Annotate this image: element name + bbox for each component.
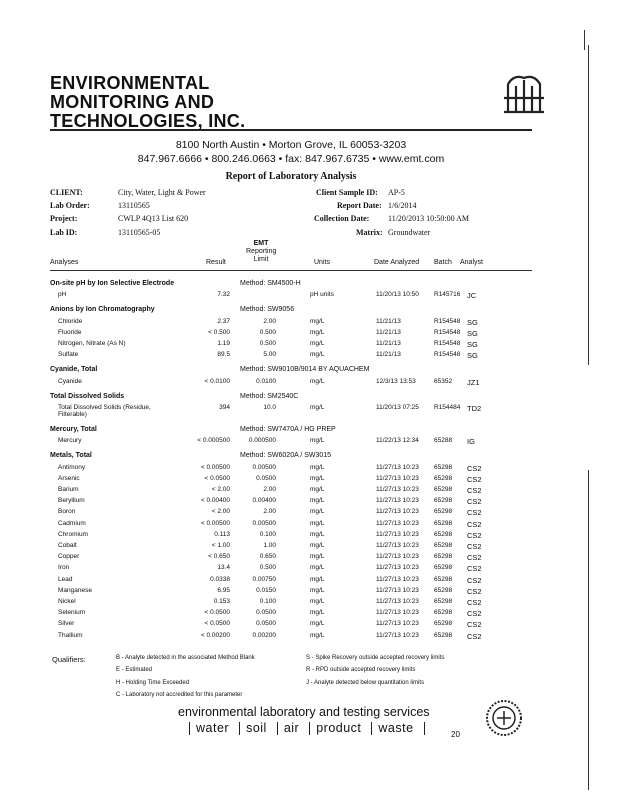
reporting-limit: 0.0500 bbox=[256, 474, 276, 482]
table-row bbox=[0, 598, 619, 609]
lab-id-label: Lab ID: bbox=[50, 228, 78, 237]
date-analyzed: 11/20/13 10:50 bbox=[376, 291, 419, 299]
client-value: City, Water, Light & Power bbox=[118, 188, 206, 197]
col-analyses: Analyses bbox=[50, 259, 79, 266]
reporting-limit: 0.00400 bbox=[252, 497, 276, 505]
units: mg/L bbox=[310, 519, 325, 527]
reporting-limit: 1.00 bbox=[263, 541, 276, 549]
analyst: CS2 bbox=[467, 575, 482, 585]
col-units: Units bbox=[314, 259, 330, 266]
page-number: 20 bbox=[451, 730, 460, 739]
result-value: 7.32 bbox=[217, 291, 230, 299]
analyte-name: Fluoride bbox=[58, 328, 82, 336]
date-analyzed: 11/27/13 10:23 bbox=[376, 564, 419, 572]
table-row bbox=[0, 378, 619, 389]
table-row bbox=[0, 351, 619, 362]
reporting-limit: 10.0 bbox=[263, 404, 276, 411]
result-value: < 0.00500 bbox=[200, 519, 230, 527]
analyst: CS2 bbox=[467, 485, 482, 495]
batch: 65298 bbox=[434, 497, 453, 505]
result-value: 13.4 bbox=[217, 564, 230, 572]
result-value: < 0.0500 bbox=[204, 620, 230, 628]
section-header bbox=[0, 306, 619, 317]
units: mg/L bbox=[310, 317, 325, 325]
reporting-limit: 0.500 bbox=[259, 328, 276, 336]
analyst: CS2 bbox=[467, 530, 482, 540]
units: mg/L bbox=[310, 340, 325, 347]
analyst: IG bbox=[467, 437, 475, 447]
qualifier-h: H - Holding Time Exceeded bbox=[116, 680, 190, 686]
result-value: < 0.0100 bbox=[204, 377, 230, 385]
analyte-name: Cadmium bbox=[58, 519, 86, 527]
date-analyzed: 11/21/13 bbox=[376, 317, 401, 325]
date-analyzed: 11/27/13 10:23 bbox=[376, 541, 419, 549]
result-value: < 0.00400 bbox=[200, 497, 230, 505]
header-rule bbox=[50, 129, 532, 131]
date-analyzed: 11/21/13 bbox=[376, 328, 401, 336]
section-method: Method: SW6020A / SW3015 bbox=[240, 452, 332, 460]
qualifier-c: C - Laboratory not accredited for this parameter bbox=[116, 692, 243, 698]
analyte-name: Total Dissolved Solids (Residue, Filterable) bbox=[58, 404, 151, 418]
section-method: Method: SW9056 bbox=[240, 306, 295, 314]
batch: R154548 bbox=[434, 351, 461, 359]
reporting-limit: 0.0500 bbox=[256, 609, 276, 617]
date-analyzed: 11/21/13 bbox=[376, 351, 401, 359]
col-analyst: Analyst bbox=[460, 259, 483, 266]
result-value: < 2.00 bbox=[211, 508, 230, 516]
date-analyzed: 11/27/13 10:23 bbox=[376, 586, 419, 594]
date-analyzed: 11/27/13 10:23 bbox=[376, 508, 419, 516]
units: mg/L bbox=[310, 620, 325, 628]
date-analyzed: 11/27/13 10:23 bbox=[376, 497, 419, 505]
col-reporting: Reporting bbox=[246, 248, 277, 255]
analyte-name: Mercury bbox=[58, 437, 82, 445]
analyst: CS2 bbox=[467, 497, 482, 507]
analyte-name: Boron bbox=[58, 508, 76, 516]
batch: R154548 bbox=[434, 317, 461, 325]
analyte-name: Copper bbox=[58, 553, 80, 561]
units: mg/L bbox=[310, 377, 325, 385]
analyte-name: pH bbox=[58, 291, 67, 299]
table-row bbox=[0, 475, 619, 486]
qualifier-b: B - Analyte detected in the associated Method Blank bbox=[116, 655, 255, 661]
batch: 65352 bbox=[434, 377, 453, 385]
analyte-name: Cobalt bbox=[58, 541, 77, 549]
batch: 65298 bbox=[434, 530, 453, 538]
collection-date-value: 11/20/2013 10:50:00 AM bbox=[388, 214, 470, 223]
qualifier-s: S - Spike Recovery outside accepted recovery limits bbox=[306, 655, 445, 661]
section-name: Total Dissolved Solids bbox=[50, 392, 125, 400]
footer-item-soil: soil bbox=[246, 721, 267, 735]
analyst: CS2 bbox=[467, 519, 482, 529]
client-label: CLIENT: bbox=[50, 188, 83, 197]
analyte-name: Arsenic bbox=[58, 474, 80, 482]
sample-id-value: AP-5 bbox=[388, 188, 405, 197]
reporting-limit: 2.00 bbox=[263, 485, 276, 493]
analyte-name: Beryllium bbox=[58, 497, 85, 505]
analyte-name: Selenium bbox=[58, 609, 86, 617]
section-method: Method: SM2540C bbox=[240, 392, 299, 400]
report-date-label: Report Date: bbox=[337, 201, 382, 210]
result-value: 0.0338 bbox=[210, 575, 230, 583]
batch: 65298 bbox=[434, 586, 453, 594]
table-row bbox=[0, 318, 619, 329]
analyst: CS2 bbox=[467, 553, 482, 563]
result-value: < 0.000500 bbox=[197, 437, 230, 445]
footer-item-waste: waste bbox=[378, 721, 414, 735]
units: mg/L bbox=[310, 404, 325, 411]
analyst: CS2 bbox=[467, 620, 482, 630]
footer-services bbox=[183, 721, 431, 735]
result-value: 1.19 bbox=[217, 340, 230, 347]
reporting-limit: 0.500 bbox=[259, 564, 276, 572]
section-name: Cyanide, Total bbox=[50, 366, 98, 374]
batch: R154548 bbox=[434, 340, 461, 347]
address-line2: 847.967.6666 • 800.246.0663 • fax: 847.967.6735 • www.emt.com bbox=[137, 153, 445, 165]
date-analyzed: 11/27/13 10:23 bbox=[376, 631, 419, 639]
batch: 65298 bbox=[434, 463, 453, 471]
analyst: SG bbox=[467, 328, 478, 338]
table-row bbox=[0, 564, 619, 575]
units: mg/L bbox=[310, 463, 325, 471]
analyte-name: Sulfate bbox=[58, 351, 79, 359]
table-row bbox=[0, 620, 619, 631]
section-name: Anions by Ion Chromatography bbox=[50, 306, 155, 314]
result-value: < 0.0500 bbox=[204, 609, 230, 617]
analyte-name: Cyanide bbox=[58, 377, 82, 385]
analyst: JC bbox=[467, 291, 477, 301]
batch: 65298 bbox=[434, 609, 453, 617]
reporting-limit: 0.100 bbox=[259, 530, 276, 538]
date-analyzed: 11/27/13 10:23 bbox=[376, 474, 419, 482]
batch: 65298 bbox=[434, 519, 453, 527]
section-method: Method: SM4500-H bbox=[240, 280, 301, 287]
qualifiers-label: Qualifiers: bbox=[52, 655, 86, 664]
reporting-limit: 0.650 bbox=[259, 553, 276, 561]
table-row bbox=[0, 437, 619, 448]
analyst: CS2 bbox=[467, 541, 482, 551]
col-limit: Limit bbox=[253, 256, 269, 263]
result-value: 2.37 bbox=[217, 317, 230, 325]
footer-item-product: product bbox=[316, 721, 362, 735]
matrix-label: Matrix: bbox=[356, 228, 383, 237]
result-value: < 0.500 bbox=[208, 328, 230, 336]
analyst: SG bbox=[467, 351, 478, 361]
batch: R154548 bbox=[434, 328, 461, 336]
col-date-analyzed: Date Analyzed bbox=[374, 259, 420, 266]
reporting-limit: 0.00500 bbox=[252, 463, 276, 471]
report-title: Report of Laboratory Analysis bbox=[225, 171, 357, 182]
reporting-limit: 0.0500 bbox=[256, 620, 276, 628]
date-analyzed: 11/27/13 10:23 bbox=[376, 609, 419, 617]
scan-mark bbox=[584, 30, 585, 50]
units: mg/L bbox=[310, 485, 325, 493]
units: mg/L bbox=[310, 631, 325, 639]
units: mg/L bbox=[310, 575, 325, 583]
sample-id-label: Client Sample ID: bbox=[316, 188, 378, 197]
units: mg/L bbox=[310, 530, 325, 538]
analyst: SG bbox=[467, 340, 478, 349]
emt-logo-icon bbox=[500, 72, 548, 118]
analyst: JZ1 bbox=[467, 377, 480, 387]
section-header bbox=[0, 452, 619, 463]
section-header bbox=[0, 366, 619, 377]
table-row bbox=[0, 404, 619, 418]
batch: 65288 bbox=[434, 437, 453, 445]
address-line1: 8100 North Austin • Morton Grove, IL 60053-3203 bbox=[175, 139, 407, 151]
report-date-value: 1/6/2014 bbox=[388, 201, 417, 210]
company-name bbox=[50, 74, 245, 131]
table-row bbox=[0, 291, 619, 302]
date-analyzed: 11/27/13 10:23 bbox=[376, 553, 419, 561]
date-analyzed: 11/27/13 10:23 bbox=[376, 620, 419, 628]
date-analyzed: 12/3/13 13:53 bbox=[376, 377, 416, 385]
batch: 65298 bbox=[434, 575, 453, 583]
date-analyzed: 11/27/13 10:23 bbox=[376, 463, 419, 471]
batch: R154484 bbox=[434, 404, 461, 411]
reporting-limit: 0.0100 bbox=[256, 377, 276, 385]
analyst: CS2 bbox=[467, 564, 482, 574]
date-analyzed: 11/27/13 10:23 bbox=[376, 519, 419, 527]
table-row bbox=[0, 497, 619, 508]
section-method: Method: SW9010B/9014 BY AQUACHEM bbox=[240, 366, 370, 374]
units: mg/L bbox=[310, 586, 325, 594]
lab-order-value: 13110565 bbox=[118, 201, 150, 210]
section-header bbox=[0, 426, 619, 437]
analyte-name: Nitrogen, Nitrate (As N) bbox=[58, 340, 126, 347]
analyst: SG bbox=[467, 317, 478, 327]
result-value: 0.153 bbox=[213, 597, 230, 605]
section-method: Method: SW7470A / HG PREP bbox=[240, 425, 336, 433]
reporting-limit: 0.100 bbox=[259, 597, 276, 605]
batch: 65298 bbox=[434, 620, 453, 628]
result-value: < 0.00500 bbox=[200, 463, 230, 471]
result-value: 394 bbox=[219, 404, 230, 411]
date-analyzed: 11/22/13 12:34 bbox=[376, 437, 419, 445]
footer-item-water: water bbox=[196, 721, 230, 735]
result-value: 89.5 bbox=[217, 351, 230, 359]
batch: 65298 bbox=[434, 564, 453, 572]
reporting-limit: 2.00 bbox=[263, 317, 276, 325]
table-row bbox=[0, 576, 619, 587]
date-analyzed: 11/27/13 10:23 bbox=[376, 597, 419, 605]
section-name: Metals, Total bbox=[50, 452, 92, 460]
analyte-name: Thallium bbox=[58, 631, 83, 639]
units: mg/L bbox=[310, 497, 325, 505]
analyte-name: Lead bbox=[58, 575, 73, 583]
section-header bbox=[0, 393, 619, 404]
units: mg/L bbox=[310, 597, 325, 605]
units: mg/L bbox=[310, 474, 325, 482]
units: mg/L bbox=[310, 437, 325, 445]
table-row bbox=[0, 609, 619, 620]
reporting-limit: 2.00 bbox=[263, 508, 276, 516]
footer-item-air: air bbox=[283, 721, 300, 735]
section-name: Mercury, Total bbox=[50, 425, 97, 433]
col-reporting-limit bbox=[246, 240, 276, 264]
qualifier-r: R - RPD outside accepted recovery limits bbox=[306, 667, 416, 673]
analyst: CS2 bbox=[467, 597, 482, 607]
batch: R145716 bbox=[434, 291, 461, 299]
project-label: Project: bbox=[50, 214, 78, 223]
result-value: < 0.650 bbox=[208, 553, 230, 561]
batch: 65298 bbox=[434, 508, 453, 516]
units: mg/L bbox=[310, 508, 325, 516]
analyst: CS2 bbox=[467, 463, 482, 473]
analyte-name: Chloride bbox=[58, 317, 83, 325]
result-value: < 0.0500 bbox=[204, 474, 230, 482]
table-row bbox=[0, 486, 619, 497]
analyst: TD2 bbox=[467, 404, 482, 413]
batch: 65298 bbox=[434, 631, 453, 639]
analyte-name: Antimony bbox=[58, 463, 86, 471]
analyst: CS2 bbox=[467, 631, 482, 641]
table-header-rule bbox=[50, 270, 532, 271]
table-row bbox=[0, 632, 619, 643]
scan-mark bbox=[588, 45, 589, 365]
project-value: CWLP 4Q13 List 620 bbox=[118, 214, 189, 223]
units: mg/L bbox=[310, 609, 325, 617]
batch: 65298 bbox=[434, 597, 453, 605]
lab-id-value: 13110565-05 bbox=[118, 228, 161, 237]
units: mg/L bbox=[310, 328, 325, 336]
col-emt: EMT bbox=[253, 240, 269, 247]
result-value: < 0.00200 bbox=[200, 631, 230, 639]
result-value: < 2.00 bbox=[211, 485, 230, 493]
qualifier-e: E - Estimated bbox=[116, 667, 153, 673]
company-name-line3: TECHNOLOGIES, INC. bbox=[50, 111, 246, 131]
table-row bbox=[0, 329, 619, 340]
matrix-value: Groundwater bbox=[388, 228, 431, 237]
company-name-line1: ENVIRONMENTAL bbox=[50, 73, 210, 93]
reporting-limit: 0.00200 bbox=[252, 631, 276, 639]
reporting-limit: 0.00750 bbox=[252, 575, 276, 583]
batch: 65298 bbox=[434, 485, 453, 493]
collection-date-label: Collection Date: bbox=[314, 214, 370, 223]
units: pH units bbox=[310, 291, 334, 299]
date-analyzed: 11/27/13 10:23 bbox=[376, 485, 419, 493]
footer-tagline: environmental laboratory and testing services bbox=[178, 705, 430, 719]
company-name-line2: MONITORING AND bbox=[50, 92, 215, 112]
batch: 65298 bbox=[434, 474, 453, 482]
table-row bbox=[0, 464, 619, 475]
table-row bbox=[0, 340, 619, 351]
analyst: CS2 bbox=[467, 508, 482, 518]
analyst: CS2 bbox=[467, 609, 482, 619]
batch: 65298 bbox=[434, 553, 453, 561]
col-result: Result bbox=[206, 259, 226, 266]
analyte-name: Barium bbox=[58, 485, 79, 493]
reporting-limit: 5.00 bbox=[263, 351, 276, 359]
date-analyzed: 11/21/13 bbox=[376, 340, 401, 347]
units: mg/L bbox=[310, 351, 325, 359]
table-row bbox=[0, 587, 619, 598]
analyte-name: Nickel bbox=[58, 597, 76, 605]
units: mg/L bbox=[310, 541, 325, 549]
accreditation-seal-icon bbox=[484, 698, 524, 738]
date-analyzed: 11/20/13 07:25 bbox=[376, 404, 419, 411]
col-batch: Batch bbox=[434, 259, 452, 266]
analyte-name: Chromium bbox=[58, 530, 88, 538]
date-analyzed: 11/27/13 10:23 bbox=[376, 575, 419, 583]
reporting-limit: 0.0150 bbox=[256, 586, 276, 594]
table-row bbox=[0, 508, 619, 519]
analyte-name: Iron bbox=[58, 564, 70, 572]
result-value: 0.113 bbox=[214, 530, 230, 538]
table-row bbox=[0, 531, 619, 542]
result-value: < 1.00 bbox=[211, 541, 230, 549]
table-row bbox=[0, 542, 619, 553]
lab-order-label: Lab Order: bbox=[50, 201, 90, 210]
reporting-limit: 0.500 bbox=[259, 340, 276, 347]
units: mg/L bbox=[310, 553, 325, 561]
batch: 65298 bbox=[434, 541, 453, 549]
section-header bbox=[0, 280, 619, 291]
section-name: On-site pH by Ion Selective Electrode bbox=[50, 280, 175, 287]
table-row bbox=[0, 520, 619, 531]
reporting-limit: 0.000500 bbox=[248, 437, 276, 445]
table-row bbox=[0, 553, 619, 564]
reporting-limit: 0.00500 bbox=[252, 519, 276, 527]
analyte-name: Silver bbox=[58, 620, 75, 628]
result-value: 6.95 bbox=[217, 586, 230, 594]
date-analyzed: 11/27/13 10:23 bbox=[376, 530, 419, 538]
analyst: CS2 bbox=[467, 586, 482, 596]
qualifier-j: J - Analyte detected below quantitation limits bbox=[306, 680, 425, 686]
analyst: CS2 bbox=[467, 474, 482, 484]
units: mg/L bbox=[310, 564, 325, 572]
analyte-name: Manganese bbox=[58, 586, 92, 594]
scan-mark bbox=[588, 470, 589, 790]
